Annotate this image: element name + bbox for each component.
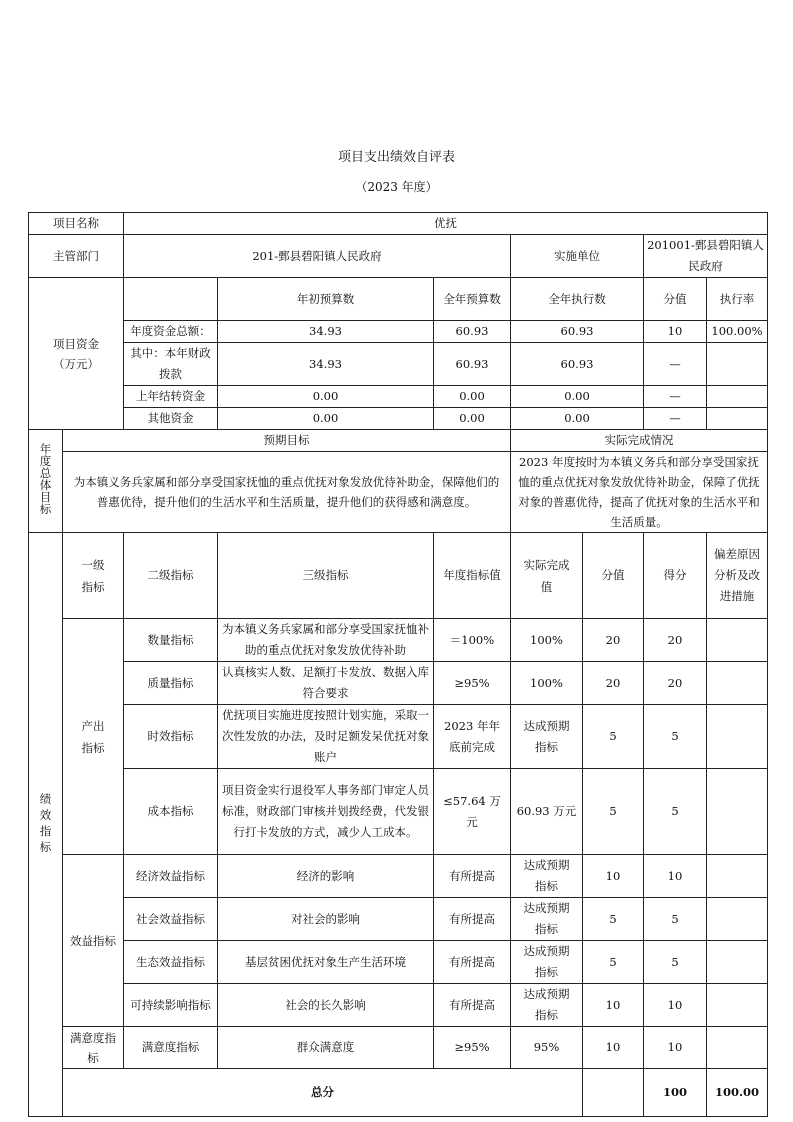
perf-l3: 群众满意度: [218, 1027, 434, 1069]
funds-rate: 100.00%: [707, 321, 768, 343]
perf-row: [29, 705, 768, 769]
funds-rate: [707, 386, 768, 408]
perf-target: ≥95%: [434, 1027, 511, 1069]
dept-label: 主管部门: [29, 235, 124, 278]
perf-actual: 60.93 万元: [511, 769, 583, 855]
perf-target: ＝100%: [434, 619, 511, 662]
total-blank: [583, 1069, 644, 1117]
funds-label-line2: （万元）: [53, 356, 99, 371]
funds-row-label: 其他资金: [124, 408, 218, 430]
perf-dev: [707, 855, 768, 898]
perf-col-l1: [63, 533, 124, 619]
perf-score: 10: [644, 984, 707, 1027]
funds-row: [29, 386, 768, 408]
perf-col-l2: 二级指标: [124, 533, 218, 619]
funds-score-val: —: [644, 408, 707, 430]
perf-row: [29, 855, 768, 898]
funds-initial: 0.00: [218, 408, 434, 430]
perf-actual: 100%: [511, 619, 583, 662]
group-output-text: 产出指标: [81, 718, 105, 755]
perf-l2: 满意度指标: [124, 1027, 218, 1069]
perf-score: 5: [644, 769, 707, 855]
perf-dev: [707, 705, 768, 769]
perf-col-score-val: 分值: [583, 533, 644, 619]
perf-actual: [511, 705, 583, 769]
perf-score: 10: [644, 855, 707, 898]
funds-exec: 60.93: [511, 343, 644, 386]
expected-goal-text: 为本镇义务兵家属和部分享受国家抚恤的重点优抚对象发放优待补助金，保障他们的普惠优待，提升他们的生活水平和生活质量，提升他们的获得感和满意度。: [63, 452, 511, 533]
perf-actual: 100%: [511, 662, 583, 705]
perf-row: [29, 941, 768, 984]
perf-score: 20: [644, 619, 707, 662]
perf-actual: [511, 855, 583, 898]
perf-target: 有所提高: [434, 984, 511, 1027]
expected-goal-label: 预期目标: [63, 430, 511, 452]
perf-l3: 对社会的影响: [218, 898, 434, 941]
funds-full: 60.93: [434, 343, 511, 386]
funds-row-label: 上年结转资金: [124, 386, 218, 408]
perf-l3: 经济的影响: [218, 855, 434, 898]
perf-score: 10: [644, 1027, 707, 1069]
perf-row: [29, 898, 768, 941]
perf-l3: 优抚项目实施进度按照计划实施，采取一次性发放的办法，及时足额发呆优抚对象账户: [218, 705, 434, 769]
perf-col-l1-text: 一级指标: [81, 557, 105, 594]
perf-col-l3: 三级指标: [218, 533, 434, 619]
group-benefit: [63, 855, 124, 1027]
perf-score: 5: [644, 941, 707, 984]
funds-full: 0.00: [434, 408, 511, 430]
actual-goal-label: 实际完成情况: [511, 430, 768, 452]
perf-actual-text: 达成预期指标: [523, 901, 570, 936]
perf-score-val: 5: [583, 705, 644, 769]
goals-header-row: [29, 430, 768, 452]
perf-score-val: 5: [583, 769, 644, 855]
perf-row: [29, 769, 768, 855]
goals-label-text: 年度总体目标: [39, 441, 52, 516]
perf-l3: 为本镇义务兵家属和部分享受国家抚恤补助的重点优抚对象发放优待补助: [218, 619, 434, 662]
group-satisfaction-text: 满意度指标: [70, 1030, 116, 1065]
perf-dev: [707, 769, 768, 855]
total-label: 总分: [63, 1069, 583, 1117]
funds-row: [29, 343, 768, 386]
total-score: 100.00: [707, 1069, 768, 1117]
perf-l2: 时效指标: [124, 705, 218, 769]
funds-row-label: 年度资金总额：: [124, 321, 218, 343]
perf-actual: 95%: [511, 1027, 583, 1069]
perf-score-val: 10: [583, 984, 644, 1027]
funds-col-full: 全年预算数: [434, 278, 511, 321]
funds-header-row: [29, 278, 768, 321]
project-name-label: 项目名称: [29, 213, 124, 235]
perf-score-val: 5: [583, 898, 644, 941]
perf-row: [29, 662, 768, 705]
perf-l2: 质量指标: [124, 662, 218, 705]
funds-full: 60.93: [434, 321, 511, 343]
perf-l2: 经济效益指标: [124, 855, 218, 898]
perf-l3: 社会的长久影响: [218, 984, 434, 1027]
project-name-row: [29, 213, 768, 235]
perf-dev: [707, 1027, 768, 1069]
perf-target: 有所提高: [434, 898, 511, 941]
perf-col-score: 得分: [644, 533, 707, 619]
funds-rate: [707, 343, 768, 386]
funds-exec: 60.93: [511, 321, 644, 343]
perf-l2: 生态效益指标: [124, 941, 218, 984]
department-row: [29, 235, 768, 278]
funds-full: 0.00: [434, 386, 511, 408]
group-benefit-text: 效益指标: [70, 933, 116, 948]
perf-actual-text: 达成预期指标: [523, 718, 570, 754]
funds-row: [29, 321, 768, 343]
perf-col-target: 年度指标值: [434, 533, 511, 619]
goals-content-row: [29, 452, 768, 533]
funds-score-val: 10: [644, 321, 707, 343]
funds-label-line1: 项目资金: [53, 336, 99, 351]
group-satisfaction: [63, 1027, 124, 1069]
perf-l2: 社会效益指标: [124, 898, 218, 941]
perf-target: [434, 769, 511, 855]
unit-value: 201001-鄄县碧阳镇人民政府: [644, 235, 768, 278]
funds-col-exec: 全年执行数: [511, 278, 644, 321]
funds-label: [29, 278, 124, 430]
perf-target: 有所提高: [434, 941, 511, 984]
perf-score-val: 10: [583, 855, 644, 898]
perf-target-text: ≤57.64 万元: [443, 793, 501, 829]
perf-score-val: 20: [583, 619, 644, 662]
funds-initial: 34.93: [218, 321, 434, 343]
evaluation-table: [28, 212, 768, 1117]
perf-target: ≥95%: [434, 662, 511, 705]
perf-row: [29, 984, 768, 1027]
perf-l2: 成本指标: [124, 769, 218, 855]
total-score-val: 100: [644, 1069, 707, 1117]
perf-actual-text: 达成预期指标: [523, 858, 570, 893]
funds-exec: 0.00: [511, 386, 644, 408]
perf-row: [29, 619, 768, 662]
funds-col-initial: 年初预算数: [218, 278, 434, 321]
funds-col-rate: 执行率: [707, 278, 768, 321]
perf-actual-text: 达成预期指标: [523, 987, 570, 1022]
funds-initial: 34.93: [218, 343, 434, 386]
perf-score: 20: [644, 662, 707, 705]
unit-label: 实施单位: [511, 235, 644, 278]
perf-l3: 认真核实人数、足额打卡发放、数据入库符合要求: [218, 662, 434, 705]
perf-l3: 项目资金实行退役军人事务部门审定人员标准，财政部门审核并划拨经费，代发银行打卡发放的方式，减少人工成本。: [218, 769, 434, 855]
perf-col-actual-text: 实际完成值: [523, 557, 570, 594]
perf-header-row: [29, 533, 768, 619]
perf-actual: [511, 898, 583, 941]
funds-row-label: 其中：本年财政拨款: [124, 343, 218, 386]
perf-col-dev: [707, 533, 768, 619]
actual-goal-text: 2023 年度按时为本镇义务兵和部分享受国家抚恤的重点优抚对象发放优待补助金，保障了优抚对象的普惠优待，提高了优抚对象的生活水平和生活质量。: [511, 452, 768, 533]
funds-initial: 0.00: [218, 386, 434, 408]
perf-score: 5: [644, 898, 707, 941]
funds-blank-header: [124, 278, 218, 321]
dept-value: 201-鄄县碧阳镇人民政府: [124, 235, 511, 278]
perf-dev: [707, 898, 768, 941]
perf-label: [29, 533, 63, 1117]
perf-col-dev-text: 偏差原因分析及改进措施: [714, 547, 761, 603]
page-title: 项目支出绩效自评表: [337, 150, 455, 165]
funds-exec: 0.00: [511, 408, 644, 430]
perf-dev: [707, 984, 768, 1027]
goals-label: [29, 430, 63, 533]
total-row: [29, 1069, 768, 1117]
perf-target: [434, 705, 511, 769]
perf-label-text: 绩效指标: [39, 792, 52, 854]
perf-actual: [511, 941, 583, 984]
perf-dev: [707, 941, 768, 984]
perf-actual: [511, 984, 583, 1027]
funds-rate: [707, 408, 768, 430]
perf-score-val: 20: [583, 662, 644, 705]
project-name-value: 优抚: [124, 213, 768, 235]
perf-score: 5: [644, 705, 707, 769]
funds-row: [29, 408, 768, 430]
funds-score-val: —: [644, 386, 707, 408]
perf-l3: 基层贫困优抚对象生产生活环境: [218, 941, 434, 984]
group-output: [63, 619, 124, 855]
perf-score-val: 5: [583, 941, 644, 984]
perf-row: [29, 1027, 768, 1069]
perf-l2: 数量指标: [124, 619, 218, 662]
funds-col-score-val: 分值: [644, 278, 707, 321]
perf-target-text: 2023 年年底前完成: [444, 718, 500, 754]
perf-l2: 可持续影响指标: [124, 984, 218, 1027]
funds-score-val: —: [644, 343, 707, 386]
perf-actual-text: 达成预期指标: [523, 944, 570, 979]
perf-dev: [707, 662, 768, 705]
perf-col-actual: [511, 533, 583, 619]
perf-dev: [707, 619, 768, 662]
perf-target: 有所提高: [434, 855, 511, 898]
year-subtitle: （2023 年度）: [355, 180, 438, 194]
perf-score-val: 10: [583, 1027, 644, 1069]
